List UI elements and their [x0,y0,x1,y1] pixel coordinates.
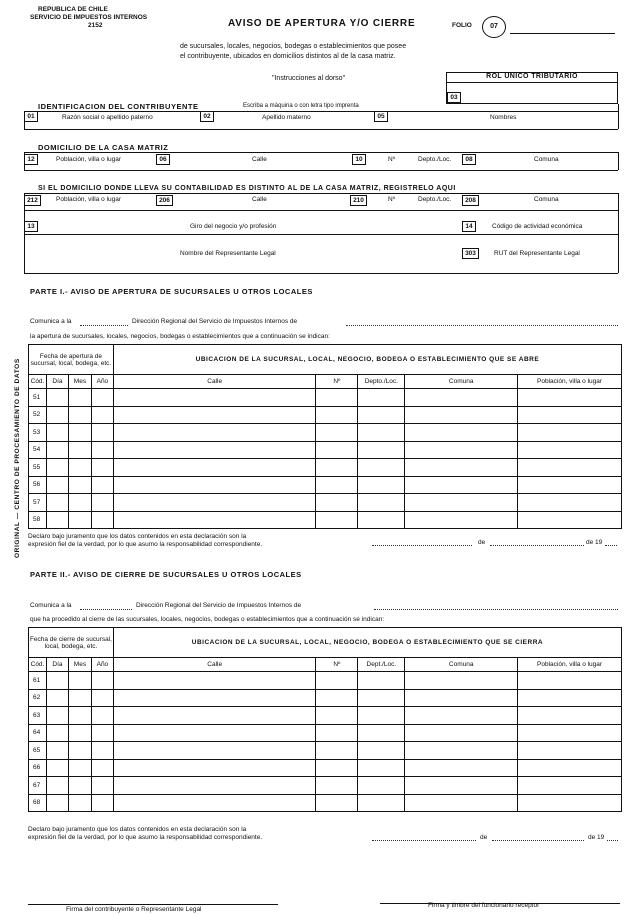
table-cell[interactable] [113,511,316,529]
row-code: 63 [29,707,47,725]
table-row [29,389,622,407]
table-cell[interactable] [113,707,316,725]
table-cell[interactable] [68,476,91,494]
parte1-date-de: de [478,539,486,546]
table-row [29,441,622,459]
table-cell[interactable] [405,707,518,725]
table-cell[interactable] [405,424,518,442]
code-13: 13 [24,221,38,232]
identificacion-title: IDENTIFICACION DEL CONTRIBUYENTE [38,102,199,111]
table-cell[interactable] [405,406,518,424]
table-cell[interactable] [113,406,316,424]
folio-code: 07 [482,16,506,38]
table-cell[interactable] [91,794,113,812]
table-cell[interactable] [91,759,113,777]
table-cell[interactable] [358,406,405,424]
table-row [29,672,622,690]
col-numero: Nº [316,375,358,389]
table-cell[interactable] [113,759,316,777]
table-cell[interactable] [113,689,316,707]
table-cell[interactable] [518,794,622,812]
table-cell[interactable] [91,672,113,690]
table-cell[interactable] [46,406,68,424]
table-cell[interactable] [358,777,405,795]
table-cell[interactable] [405,441,518,459]
table-cell[interactable] [358,494,405,512]
table-cell[interactable] [46,494,68,512]
signature-contribuyente-label: Firma del contribuyente o Representante Legal [66,906,202,913]
numero-contab-label: Nº [388,196,396,203]
parte1-title: PARTE I.- AVISO DE APERTURA DE SUCURSALES U OTROS LOCALES [30,287,313,296]
table-row [29,759,622,777]
code-14: 14 [462,221,476,232]
calle-label: Calle [252,156,267,163]
table-cell[interactable] [46,476,68,494]
table-cell[interactable] [518,476,622,494]
col-cod: Cód. [29,375,47,389]
table-cell[interactable] [68,672,91,690]
table-cell[interactable] [316,724,358,742]
col-ano: Año [91,375,113,389]
parte2-date-year: de 19 [588,834,605,841]
comuna-contab-label: Comuna [534,196,559,203]
table-cell[interactable] [518,689,622,707]
apellido-materno-label: Apellido materno [262,114,311,121]
table-cell[interactable] [405,672,518,690]
table-cell[interactable] [405,494,518,512]
table-cell[interactable] [91,389,113,407]
table-cell[interactable] [68,424,91,442]
table-cell[interactable] [316,441,358,459]
table-cell[interactable] [358,459,405,477]
table-cell[interactable] [91,441,113,459]
calle-contab-label: Calle [252,196,267,203]
table-row [29,707,622,725]
table-cell[interactable] [518,724,622,742]
row-code: 52 [29,406,47,424]
table-cell[interactable] [316,707,358,725]
depto-label: Depto./Loc. [418,156,452,163]
parte1-direccion-label: Dirección Regional del Servicio de Impuestos Internos de [132,318,298,325]
table-cell[interactable] [316,476,358,494]
table-row [29,424,622,442]
domicilio-title: DOMICILIO DE LA CASA MATRIZ [38,143,169,152]
table-cell[interactable] [358,511,405,529]
code-10: 10 [352,154,366,165]
table-cell[interactable] [113,494,316,512]
code-05: 05 [374,111,388,122]
table-cell[interactable] [518,459,622,477]
poblacion-label: Población, villa o lugar [56,156,122,163]
row-code: 68 [29,794,47,812]
side-original-label: ORIGINAL — CENTRO DE PROCESAMIENTO DE DATOS [14,358,21,558]
table-cell[interactable] [113,389,316,407]
table-cell[interactable] [46,672,68,690]
table-cell[interactable] [358,724,405,742]
table-cell[interactable] [518,707,622,725]
table-cell[interactable] [113,672,316,690]
parte2-date-de: de [480,834,488,841]
table-cell[interactable] [316,406,358,424]
table-cell[interactable] [68,777,91,795]
table-cell[interactable] [46,441,68,459]
table-cell[interactable] [358,476,405,494]
col-dia: Día [46,658,68,672]
table-cell[interactable] [46,759,68,777]
table-cell[interactable] [46,689,68,707]
parte1-col-header-row [29,375,622,389]
table-cell[interactable] [405,511,518,529]
table-cell[interactable] [68,389,91,407]
folio-label: FOLIO [452,22,472,29]
col-cod: Cód. [29,658,47,672]
table-cell[interactable] [91,459,113,477]
org-service: SERVICIO DE IMPUESTOS INTERNOS [30,14,148,21]
col-depto: Dept./Loc. [358,658,405,672]
row-code: 56 [29,476,47,494]
table-cell[interactable] [46,424,68,442]
table-cell[interactable] [358,441,405,459]
table-row [29,742,622,760]
numero-label: Nº [388,156,396,163]
table-cell[interactable] [113,724,316,742]
code-210: 210 [350,195,367,206]
rut-representante-label: RUT del Representante Legal [494,250,580,257]
row-code: 64 [29,724,47,742]
razon-social-label: Razón social o apellido paterno [62,114,153,121]
signature-contribuyente-line[interactable] [28,904,278,905]
table-cell[interactable] [316,389,358,407]
table-cell[interactable] [518,406,622,424]
table-cell[interactable] [68,406,91,424]
code-212: 212 [24,195,41,206]
table-cell[interactable] [405,759,518,777]
col-mes: Mes [68,375,91,389]
code-02: 02 [200,111,214,122]
table-row [29,511,622,529]
signature-funcionario-label: Firma y timbre del funcionario receptor [428,902,540,909]
table-cell[interactable] [358,689,405,707]
actividad-label: Código de actividad económica [492,223,583,230]
giro-label: Giro del negocio y/o profesión [190,223,277,230]
form-number: 2152 [88,22,103,29]
col-calle: Calle [113,658,316,672]
table-cell[interactable] [518,494,622,512]
code-303: 303 [462,248,479,259]
table-cell[interactable] [91,689,113,707]
table-cell[interactable] [113,459,316,477]
form-subtitle: de sucursales, locales, negocios, bodegas o establecimientos que posee el contribuyente, ubicados en domicilios distintos al de la casa matriz. [180,43,407,60]
table-cell[interactable] [405,724,518,742]
parte1-table [28,344,622,529]
table-cell[interactable] [405,459,518,477]
table-cell[interactable] [405,389,518,407]
table-cell[interactable] [68,759,91,777]
table-cell[interactable] [316,777,358,795]
table-row [29,406,622,424]
parte2-table [28,627,622,812]
parte1-year-field[interactable] [605,545,617,546]
parte2-region-field[interactable] [374,609,618,610]
table-cell[interactable] [316,672,358,690]
table-cell[interactable] [358,707,405,725]
row-code: 55 [29,459,47,477]
row-code: 62 [29,689,47,707]
table-cell[interactable] [113,794,316,812]
row-code: 67 [29,777,47,795]
table-cell[interactable] [358,424,405,442]
rut-code: 03 [447,92,461,103]
instructions-note: "Instrucciones al dorso" [272,75,346,82]
col-mes: Mes [68,658,91,672]
parte2-title: PARTE II.- AVISO DE CIERRE DE SUCURSALES U OTROS LOCALES [30,570,302,579]
parte1-line2: la apertura de sucursales, locales, negocios, bodegas o establecimientos que a continuación se indican: [30,333,330,340]
table-cell[interactable] [358,742,405,760]
table-cell[interactable] [113,742,316,760]
parte2-direccion-label: Dirección Regional del Servicio de Impuestos Internos de [136,602,302,609]
row-code: 53 [29,424,47,442]
table-cell[interactable] [91,777,113,795]
row-code: 65 [29,742,47,760]
parte2-date-place-field[interactable] [372,840,476,841]
parte2-comunica: Comunica a la [30,602,72,609]
table-cell[interactable] [316,511,358,529]
row-code: 51 [29,389,47,407]
row-code: 61 [29,672,47,690]
parte1-date-month-field[interactable] [490,545,584,546]
parte1-date-year: de 19 [586,539,603,546]
col-dia: Día [46,375,68,389]
table-cell[interactable] [358,759,405,777]
table-row [29,777,622,795]
table-row [29,494,622,512]
table-cell[interactable] [113,441,316,459]
table-cell[interactable] [68,707,91,725]
parte2-col-header-row [29,658,622,672]
table-cell[interactable] [68,441,91,459]
col-poblacion: Población, villa o lugar [518,375,622,389]
parte1-region-field[interactable] [346,325,618,326]
code-208: 208 [462,195,479,206]
org-name: REPUBLICA DE CHILE [38,6,108,13]
table-cell[interactable] [91,476,113,494]
table-cell[interactable] [46,459,68,477]
col-ano: Año [91,658,113,672]
code-01: 01 [24,111,38,122]
table-cell[interactable] [316,794,358,812]
table-cell[interactable] [46,724,68,742]
table-cell[interactable] [518,389,622,407]
nombres-label: Nombres [490,114,517,121]
table-row [29,689,622,707]
table-cell[interactable] [68,511,91,529]
table-cell[interactable] [113,777,316,795]
table-row [29,794,622,812]
col-comuna: Comuna [405,658,518,672]
table-cell[interactable] [316,689,358,707]
table-cell[interactable] [358,389,405,407]
table-cell[interactable] [91,742,113,760]
col-comuna: Comuna [405,375,518,389]
col-numero: Nº [316,658,358,672]
table-cell[interactable] [405,777,518,795]
table-cell[interactable] [91,424,113,442]
comuna-label: Comuna [534,156,559,163]
domicilio-contabilidad-title: SI EL DOMICILIO DONDE LLEVA SU CONTABILIDAD ES DISTINTO AL DE LA CASA MATRIZ, REGISTRELO AQUI [38,185,456,192]
row-code: 57 [29,494,47,512]
table-cell[interactable] [316,459,358,477]
table-cell[interactable] [46,389,68,407]
parte2-date-month-field[interactable] [492,840,584,841]
table-cell[interactable] [358,794,405,812]
table-cell[interactable] [518,672,622,690]
table-cell[interactable] [91,707,113,725]
table-cell[interactable] [91,406,113,424]
table-cell[interactable] [46,777,68,795]
table-row [29,476,622,494]
table-cell[interactable] [91,511,113,529]
table-cell[interactable] [91,724,113,742]
table-cell[interactable] [68,494,91,512]
table-cell[interactable] [46,511,68,529]
table-cell[interactable] [405,794,518,812]
table-cell[interactable] [518,742,622,760]
table-cell[interactable] [68,689,91,707]
table-cell[interactable] [316,494,358,512]
table-cell[interactable] [46,707,68,725]
code-06: 06 [156,154,170,165]
table-cell[interactable] [518,777,622,795]
parte1-comunica: Comunica a la [30,318,72,325]
row-code: 54 [29,441,47,459]
table-cell[interactable] [518,511,622,529]
poblacion-contab-label: Población, villa o lugar [56,196,122,203]
rut-title: ROL UNICO TRIBUTARIO [446,72,618,83]
identificacion-note: Escriba a máquina o con letra tipo imprenta [243,103,359,109]
table-cell[interactable] [68,742,91,760]
table-cell[interactable] [316,742,358,760]
table-cell[interactable] [405,689,518,707]
table-cell[interactable] [316,424,358,442]
code-08: 08 [462,154,476,165]
parte1-direccion-field[interactable] [80,325,128,326]
parte2-fecha-head: Fecha de cierre de sucursal, local, bodega, etc. [29,628,114,658]
table-cell[interactable] [68,794,91,812]
table-cell[interactable] [68,724,91,742]
code-206: 206 [156,195,173,206]
table-cell[interactable] [113,424,316,442]
depto-contab-label: Depto./Loc. [418,196,452,203]
parte2-line2: que ha procedido al cierre de las sucursales, locales, negocios, bodegas o establecimientos que a continuación se indican: [30,616,385,623]
col-depto: Depto./Loc. [358,375,405,389]
parte1-ubicacion-head: UBICACION DE LA SUCURSAL, LOCAL, NEGOCIO, BODEGA O ESTABLECIMIENTO QUE SE ABRE [113,345,621,375]
row-code: 58 [29,511,47,529]
table-cell[interactable] [518,759,622,777]
parte1-declaration: Declaro bajo juramento que los datos contenidos en esta declaración son la expresión fiel de la verdad, por lo que asumo la responsabilidad correspondiente. [28,533,263,548]
table-cell[interactable] [46,742,68,760]
parte1-date-place-field[interactable] [372,545,472,546]
table-cell[interactable] [358,672,405,690]
parte1-fecha-head: Fecha de apertura de sucursal, local, bodega, etc. [29,345,114,375]
table-cell[interactable] [405,476,518,494]
code-12: 12 [24,154,38,165]
table-row [29,459,622,477]
parte2-ubicacion-head: UBICACION DE LA SUCURSAL, LOCAL, NEGOCIO, BODEGA O ESTABLECIMIENTO QUE SE CIERRA [113,628,621,658]
col-poblacion: Población, villa o lugar [518,658,622,672]
table-cell[interactable] [46,794,68,812]
table-cell[interactable] [405,742,518,760]
parte2-direccion-field[interactable] [80,609,132,610]
table-cell[interactable] [518,441,622,459]
representante-label: Nombre del Representante Legal [180,250,276,257]
table-cell[interactable] [68,459,91,477]
folio-field[interactable] [510,33,615,34]
col-calle: Calle [113,375,316,389]
table-cell[interactable] [518,424,622,442]
issuer-block [30,6,147,30]
row-code: 66 [29,759,47,777]
table-cell[interactable] [113,476,316,494]
parte2-declaration: Declaro bajo juramento que los datos contenidos en esta declaración son la expresión fiel de la verdad, por lo que asumo la responsabilidad correspondiente. [28,826,263,841]
table-row [29,724,622,742]
table-cell[interactable] [316,759,358,777]
table-cell[interactable] [91,494,113,512]
parte2-year-field[interactable] [607,840,618,841]
form-title: AVISO DE APERTURA Y/O CIERRE [228,18,416,29]
